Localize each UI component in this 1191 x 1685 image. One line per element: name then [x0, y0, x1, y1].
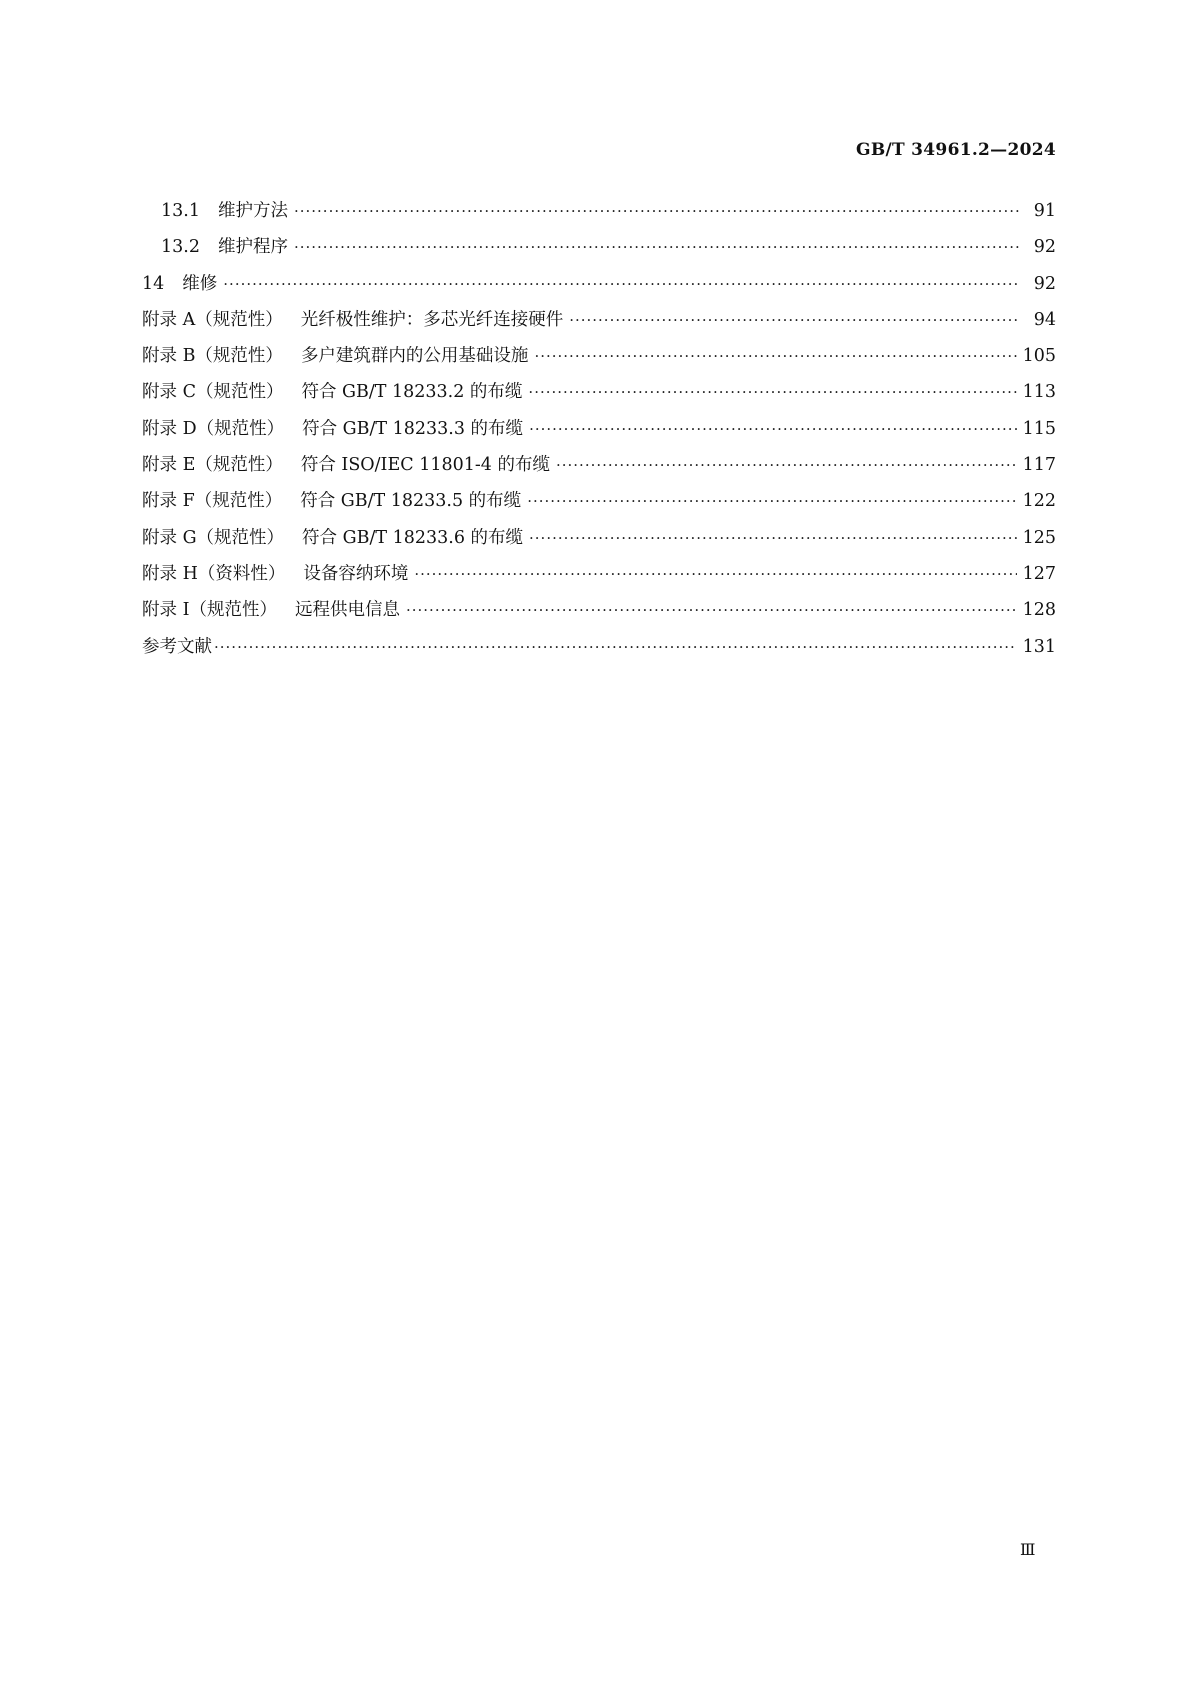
- toc-entry-number: 14: [142, 273, 165, 294]
- table-of-contents: [142, 193, 1056, 665]
- toc-entry-label: [142, 302, 563, 338]
- toc-entry-label: [142, 411, 523, 447]
- toc-entry-title: 光纤极性维护：多芯光纤连接硬件: [300, 309, 564, 330]
- toc-entry-number: 附录 F（规范性）: [142, 491, 283, 512]
- dot-leader: [569, 302, 1020, 338]
- dot-leader: [527, 483, 1016, 519]
- toc-entry-number: 附录 H（资料性）: [142, 563, 286, 584]
- toc-entry-title: 符合 ISO/IEC 11801-4 的布缆: [300, 455, 550, 476]
- toc-entry[interactable]: [142, 374, 1056, 410]
- toc-entry[interactable]: [142, 592, 1056, 628]
- toc-entry[interactable]: [142, 411, 1056, 447]
- toc-entry-label: [142, 556, 408, 592]
- toc-entry[interactable]: [142, 266, 1056, 302]
- toc-entry-title: 维护程序: [217, 237, 288, 258]
- dot-leader: [414, 556, 1016, 592]
- toc-entry-page: 91: [1033, 201, 1056, 221]
- toc-entry-page: 92: [1033, 237, 1056, 258]
- toc-entry-title: 符合 GB/T 18233.6 的布缆: [302, 527, 524, 548]
- toc-entry-title: 远程供电信息: [294, 600, 400, 621]
- toc-entry-page: 125: [1022, 527, 1056, 548]
- toc-entry-label: [142, 592, 400, 628]
- toc-entry-number: 附录 D（规范性）: [142, 418, 285, 439]
- toc-entry-number: 13.2: [161, 237, 200, 258]
- standard-number-header: GB/T 34961.2—2024: [856, 140, 1056, 160]
- toc-entry-page: 94: [1033, 309, 1056, 330]
- toc-entry-title: 维护方法: [217, 201, 288, 221]
- page-number: Ⅲ: [1020, 1540, 1036, 1559]
- dot-leader: [534, 338, 1016, 374]
- toc-entry-title: 设备容纳环境: [303, 563, 409, 584]
- toc-entry-page: 131: [1022, 636, 1056, 657]
- toc-entry-page: 115: [1022, 418, 1056, 439]
- dot-leader: [528, 374, 1016, 410]
- toc-entry[interactable]: [142, 629, 1056, 665]
- toc-entry-label: [161, 229, 288, 265]
- toc-entry-title: 参考文献: [142, 636, 212, 657]
- toc-entry-title: 符合 GB/T 18233.2 的布缆: [301, 382, 523, 403]
- toc-entry[interactable]: [142, 520, 1056, 556]
- toc-entry[interactable]: [142, 302, 1056, 338]
- toc-entry-number: 附录 C（规范性）: [142, 382, 284, 403]
- dot-leader: [214, 629, 1017, 665]
- toc-entry-page: 127: [1022, 563, 1056, 584]
- toc-entry-number: 附录 E（规范性）: [142, 455, 283, 476]
- toc-entry[interactable]: [142, 447, 1056, 483]
- dot-leader: [556, 447, 1017, 483]
- toc-entry[interactable]: [142, 483, 1056, 519]
- dot-leader: [529, 411, 1017, 447]
- toc-entry[interactable]: [142, 556, 1056, 592]
- toc-entry-label: [142, 629, 212, 665]
- toc-entry-label: [142, 520, 523, 556]
- toc-entry-page: 92: [1033, 273, 1056, 294]
- toc-entry-number: 附录 I（规范性）: [142, 600, 277, 621]
- toc-entry-title: 符合 GB/T 18233.3 的布缆: [302, 418, 524, 439]
- toc-entry-label: [161, 193, 288, 229]
- toc-entry-page: 122: [1022, 491, 1056, 512]
- toc-entry-label: [142, 374, 522, 410]
- toc-entry-label: [142, 338, 528, 374]
- dot-leader: [294, 193, 1020, 229]
- toc-entry-number: 附录 B（规范性）: [142, 346, 283, 367]
- toc-entry-label: [142, 483, 521, 519]
- dot-leader: [223, 266, 1020, 302]
- toc-entry[interactable]: [142, 229, 1056, 265]
- toc-entry-label: [142, 266, 217, 302]
- toc-entry-page: 113: [1022, 382, 1056, 403]
- toc-entry-title: 多户建筑群内的公用基础设施: [300, 346, 529, 367]
- dot-leader: [406, 592, 1017, 628]
- dot-leader: [294, 229, 1020, 265]
- toc-entry-page: 105: [1022, 346, 1056, 367]
- toc-entry-number: 附录 A（规范性）: [142, 309, 283, 330]
- toc-entry-number: 附录 G（规范性）: [142, 527, 285, 548]
- dot-leader: [529, 520, 1017, 556]
- toc-entry-label: [142, 447, 550, 483]
- toc-entry-number: 13.1: [161, 201, 200, 221]
- toc-entry-title: 符合 GB/T 18233.5 的布缆: [300, 491, 522, 512]
- toc-entry-page: 117: [1022, 455, 1056, 476]
- toc-entry[interactable]: [142, 338, 1056, 374]
- toc-entry-page: 128: [1022, 600, 1056, 621]
- toc-entry-title: 维修: [182, 273, 218, 294]
- toc-entry[interactable]: [142, 193, 1056, 229]
